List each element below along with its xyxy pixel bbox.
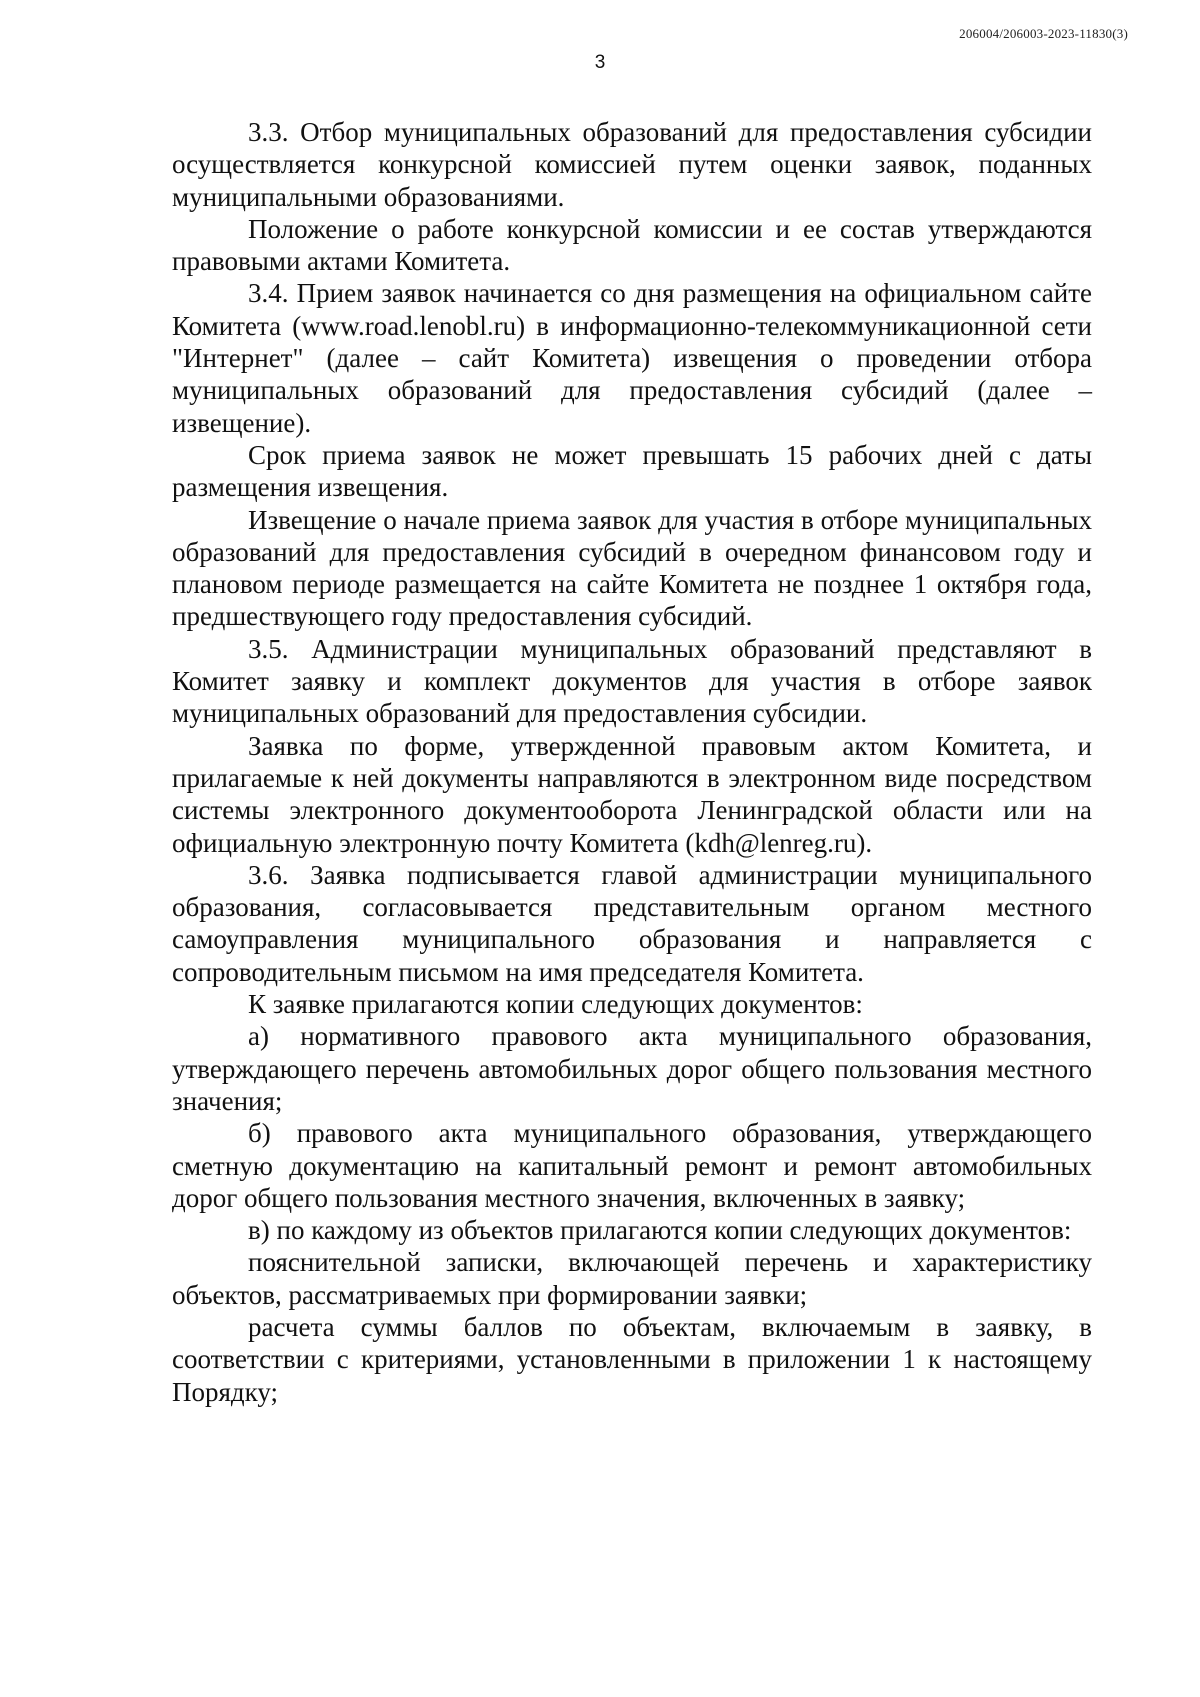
paragraph-3-3: 3.3. Отбор муниципальных образований для предоставления субсидии осуществляется конкурсной комиссией путем оценки заявок, поданных муниципальными образованиями. — [172, 117, 1092, 212]
paragraph-application-deadline: Срок приема заявок не может превышать 15 рабочих дней с даты размещения извещения. — [172, 439, 1092, 503]
paragraph-3-4: 3.4. Прием заявок начинается со дня размещения на официальном сайте Комитета (www.road.lenobl.ru) в информационно-телекоммуникационной сети "Интернет" (далее – сайт Комитета) извещения о проведении отбора муниципальных образований для предоставления субсидий (далее – извещение). — [172, 278, 1092, 438]
list-item-a: а) нормативного правового акта муниципального образования, утверждающего перечень автомобильных дорог общего пользования местного значения; — [172, 1021, 1092, 1116]
paragraph-3-6: 3.6. Заявка подписывается главой администрации муниципального образования, согласовывается представительным органом местного самоуправления муниципального образования и направляется с сопроводительным письмом на имя председателя Комитета. — [172, 859, 1092, 987]
page-number: 3 — [594, 52, 606, 73]
list-item-score-calculation: расчета суммы баллов по объектам, включаемым в заявку, в соответствии с критериями, установленными в приложении 1 к настоящему Порядку; — [172, 1311, 1092, 1407]
paragraph-3-5: 3.5. Администрации муниципальных образований представляют в Комитет заявку и комплект документов для участия в отборе заявок муниципальных образований для предоставления субсидии. — [172, 633, 1092, 729]
paragraph-commission-regulation: Положение о работе конкурсной комиссии и ее состав утверждаются правовыми актами Комитета. — [172, 213, 1092, 277]
document-body — [172, 116, 1092, 1408]
list-item-b: б) правового акта муниципального образования, утверждающего сметную документацию на капитальный ремонт и ремонт автомобильных дорог общего пользования местного значения, включенных в заявку; — [172, 1118, 1092, 1213]
list-item-v: в) по каждому из объектов прилагаются копии следующих документов: — [248, 1215, 1072, 1246]
paragraph-notice-publication: Извещение о начале приема заявок для участия в отборе муниципальных образований для предоставления субсидий в очередном финансовом году и плановом периоде размещается на сайте Комитета не позднее 1 октября года, предшествующего году предоставления субсидий. — [172, 504, 1092, 632]
paragraph-attachments-intro: К заявке прилагаются копии следующих документов: — [248, 989, 863, 1020]
list-item-explanatory-note: пояснительной записки, включающей перечень и характеристику объектов, рассматриваемых при формировании заявки; — [172, 1247, 1092, 1310]
paragraph-application-submission: Заявка по форме, утвержденной правовым актом Комитета, и прилагаемые к ней документы направляются в электронном виде посредством системы электронного документооборота Ленинградской области или на официальную электронную почту Комитета (kdh@lenreg.ru). — [172, 730, 1092, 858]
document-registration-number: 206004/206003-2023-11830(3) — [959, 26, 1128, 41]
